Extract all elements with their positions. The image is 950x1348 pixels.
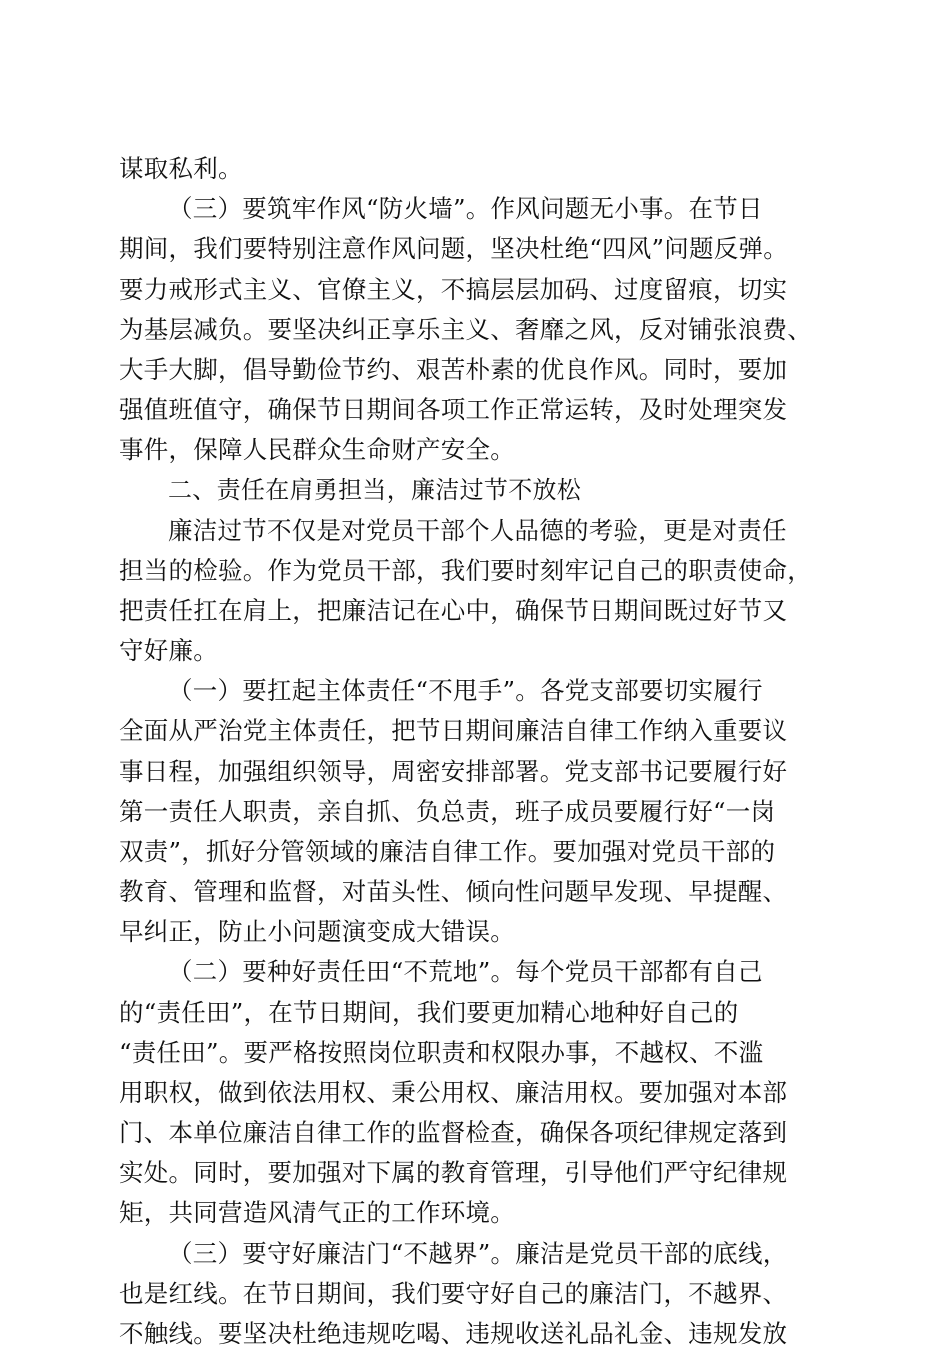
body-text-line: 廉洁过节不仅是对党员干部个人品德的考验，更是对责任 [168,516,787,545]
section-heading: 二、责任在肩勇担当，廉洁过节不放松 [168,476,582,504]
body-text-line: 实处。同时，要加强对下属的教育管理，引导他们严守纪律规 [119,1158,788,1187]
body-text-line: 要力戒形式主义、官僚主义，不搞层层加码、过度留痕，切实 [119,275,788,304]
body-text-line: 强值班值守，确保节日期间各项工作正常运转，及时处理突发 [119,395,788,424]
body-text-line: 第一责任人职责，亲自抓、负总责，班子成员要履行好“一岗 [119,797,776,826]
body-text-line: 担当的检验。作为党员干部，我们要时刻牢记自己的职责使命， [119,556,812,585]
subsection-lead-line: （三）要守好廉洁门“不越界”。廉洁是党员干部的底线， [168,1239,788,1268]
body-text-line: 事件，保障人民群众生命财产安全。 [119,435,515,464]
body-text-line: 也是红线。在节日期间，我们要守好自己的廉洁门，不越界、 [119,1279,788,1308]
subsection-lead-line: （三）要筑牢作风“防火墙”。作风问题无小事。在节日 [168,194,763,223]
body-text-line: 把责任扛在肩上，把廉洁记在心中，确保节日期间既过好节又 [119,596,788,625]
body-text-line: 期间，我们要特别注意作风问题，坚决杜绝“四风”问题反弹。 [119,234,789,263]
body-text-line: 守好廉。 [119,636,218,665]
body-text-line: 早纠正，防止小问题演变成大错误。 [119,917,515,946]
body-text-line: 门、本单位廉洁自律工作的监督检查，确保各项纪律规定落到 [119,1118,788,1147]
body-text-line: 不触线。要坚决杜绝违规吃喝、违规收送礼品礼金、违规发放 [119,1319,788,1348]
body-text-line: 谋取私利。 [119,154,243,183]
body-text-line: 双责”，抓好分管领域的廉洁自律工作。要加强对党员干部的 [119,837,776,866]
body-text-line: 全面从严治党主体责任，把节日期间廉洁自律工作纳入重要议 [119,716,788,745]
subsection-lead-line: （一）要扛起主体责任“不甩手”。各党支部要切实履行 [168,676,763,705]
body-text-line: 为基层减负。要坚决纠正享乐主义、奢靡之风，反对铺张浪费、 [119,315,812,344]
body-text-line: 事日程，加强组织领导，周密安排部署。党支部书记要履行好 [119,757,788,786]
body-text-line: 矩，共同营造风清气正的工作环境。 [119,1198,515,1227]
body-text-line: 用职权，做到依法用权、秉公用权、廉洁用权。要加强对本部 [119,1078,788,1107]
subsection-lead-line: （二）要种好责任田“不荒地”。每个党员干部都有自己 [168,957,763,986]
body-text-line: 的“责任田”，在节日期间，我们要更加精心地种好自己的 [119,998,739,1027]
body-text-line: 大手大脚，倡导勤俭节约、艰苦朴素的优良作风。同时，要加 [119,355,788,384]
body-text-line: “责任田”。要严格按照岗位职责和权限办事，不越权、不滥 [119,1038,764,1067]
body-text-line: 教育、管理和监督，对苗头性、倾向性问题早发现、早提醒、 [119,877,788,906]
